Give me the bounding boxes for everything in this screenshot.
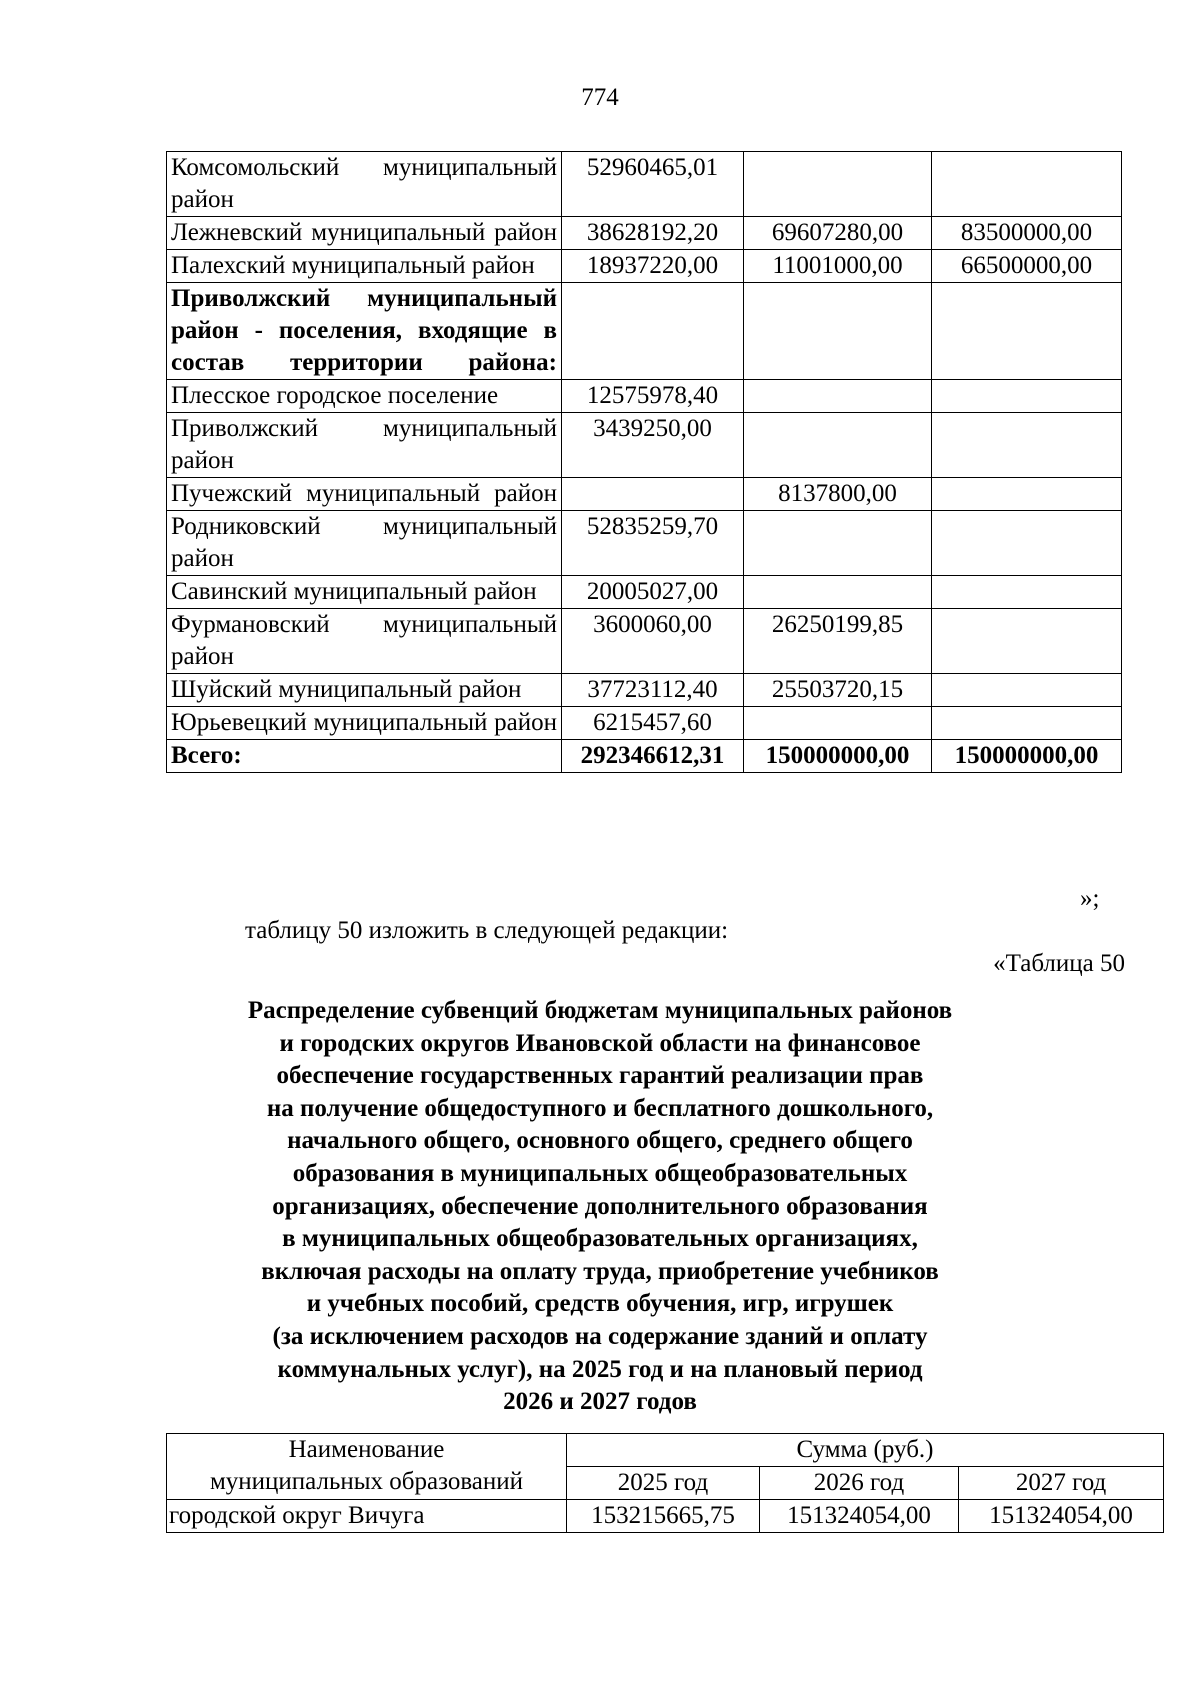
- header-year-2025: 2025 год: [567, 1467, 760, 1500]
- value-2027: [932, 152, 1122, 217]
- row-name: Фурмановский муниципальный район: [167, 609, 562, 674]
- title-line: в муниципальных общеобразовательных организациях,: [282, 1225, 918, 1253]
- table-row: [167, 413, 1122, 478]
- title-line: (за исключением расходов на содержание зданий и оплату: [272, 1322, 928, 1350]
- value-2026: 26250199,85: [744, 609, 932, 674]
- title-line: начального общего, основного общего, среднего общего: [287, 1127, 913, 1155]
- header-name-line: Наименование: [288, 1436, 445, 1463]
- table-row: [167, 152, 1122, 217]
- value-2025: 153215665,75: [567, 1500, 760, 1533]
- row-name: Плесское городское поселение: [167, 380, 562, 413]
- value-2025: [562, 478, 744, 511]
- value-2025: [562, 283, 744, 380]
- value-2027: [932, 707, 1122, 740]
- value-2027: [932, 609, 1122, 674]
- title-line: и городских округов Ивановской области на финансовое: [279, 1029, 921, 1057]
- value-2025: 38628192,20: [562, 217, 744, 250]
- title-line: обеспечение государственных гарантий реализации прав: [276, 1062, 924, 1090]
- total-2026: 150000000,00: [744, 740, 932, 773]
- table-row: [167, 511, 1122, 576]
- table-row: [167, 283, 1122, 380]
- title-line: и учебных пособий, средств обучения, игр, игрушек: [306, 1290, 894, 1318]
- value-2027: [932, 478, 1122, 511]
- table-row: [167, 609, 1122, 674]
- header-name: [167, 1434, 567, 1500]
- row-name: Палехский муниципальный район: [167, 250, 562, 283]
- value-2027: [932, 380, 1122, 413]
- row-name: Юрьевецкий муниципальный район: [167, 707, 562, 740]
- value-2027: [932, 511, 1122, 576]
- title-line: включая расходы на оплату труда, приобретение учебников: [261, 1257, 939, 1285]
- value-2026: [744, 511, 932, 576]
- value-2026: 8137800,00: [744, 478, 932, 511]
- page-number: 774: [581, 84, 619, 111]
- table-row: [167, 1500, 1164, 1533]
- row-name: городской округ Вичуга: [167, 1500, 567, 1533]
- row-name: Родниковский муниципальный район: [167, 511, 562, 576]
- table-row: [167, 380, 1122, 413]
- title-line: коммунальных услуг), на 2025 год и на плановый период: [277, 1355, 923, 1383]
- value-2026: 11001000,00: [744, 250, 932, 283]
- title-line: на получение общедоступного и бесплатного дошкольного,: [266, 1094, 934, 1122]
- value-2026: 69607280,00: [744, 217, 932, 250]
- value-2027: [932, 674, 1122, 707]
- value-2026: [744, 707, 932, 740]
- total-2027: 150000000,00: [932, 740, 1122, 773]
- row-name: Комсомольский муниципальный район: [167, 152, 562, 217]
- value-2025: 20005027,00: [562, 576, 744, 609]
- table-row: [167, 250, 1122, 283]
- value-2025: 18937220,00: [562, 250, 744, 283]
- title-line: 2026 и 2027 годов: [503, 1388, 697, 1416]
- value-2027: [932, 283, 1122, 380]
- row-name: Савинский муниципальный район: [167, 576, 562, 609]
- value-2027: [932, 413, 1122, 478]
- title-line: образования в муниципальных общеобразовательных: [292, 1159, 908, 1187]
- value-2026: [744, 576, 932, 609]
- value-2025: 52960465,01: [562, 152, 744, 217]
- header-row: [167, 1434, 1164, 1467]
- allocation-table-50: [166, 1433, 1164, 1533]
- table-row: [167, 576, 1122, 609]
- value-2025: 52835259,70: [562, 511, 744, 576]
- table-row: [167, 707, 1122, 740]
- table-title: [150, 995, 1050, 1419]
- value-2027: 83500000,00: [932, 217, 1122, 250]
- value-2026: [744, 413, 932, 478]
- header-year-2026: 2026 год: [760, 1467, 959, 1500]
- row-name: Пучежский муниципальный район: [167, 478, 562, 511]
- amendment-instruction: таблицу 50 изложить в следующей редакции:: [245, 917, 729, 944]
- value-2025: 3600060,00: [562, 609, 744, 674]
- table-number-label: «Таблица 50: [993, 950, 1125, 977]
- row-name: Приволжский муниципальный район: [167, 413, 562, 478]
- value-2026: [744, 380, 932, 413]
- title-line: организациях, обеспечение дополнительного образования: [272, 1192, 928, 1220]
- allocation-table-continued: [166, 151, 1122, 773]
- row-name: Лежневский муниципальный район: [167, 217, 562, 250]
- value-2026: [744, 152, 932, 217]
- header-year-2027: 2027 год: [959, 1467, 1164, 1500]
- title-line: Распределение субвенций бюджетам муниципальных районов: [247, 997, 953, 1024]
- value-2025: 37723112,40: [562, 674, 744, 707]
- closing-quote-mark: »;: [1080, 885, 1100, 912]
- header-name-line: муниципальных образований: [209, 1468, 524, 1495]
- value-2027: 66500000,00: [932, 250, 1122, 283]
- value-2025: 12575978,40: [562, 380, 744, 413]
- table-row: [167, 674, 1122, 707]
- total-row: [167, 740, 1122, 773]
- value-2027: [932, 576, 1122, 609]
- total-2025: 292346612,31: [562, 740, 744, 773]
- value-2026: 151324054,00: [760, 1500, 959, 1533]
- value-2026: [744, 283, 932, 380]
- header-sum: Сумма (руб.): [567, 1434, 1164, 1467]
- value-2025: 3439250,00: [562, 413, 744, 478]
- table-row: [167, 217, 1122, 250]
- value-2027: 151324054,00: [959, 1500, 1164, 1533]
- value-2025: 6215457,60: [562, 707, 744, 740]
- row-name: Приволжский муниципальный район - поселения, входящие в состав территории района:: [167, 283, 562, 380]
- total-label: Всего:: [167, 740, 562, 773]
- row-name: Шуйский муниципальный район: [167, 674, 562, 707]
- table-row: [167, 478, 1122, 511]
- value-2026: 25503720,15: [744, 674, 932, 707]
